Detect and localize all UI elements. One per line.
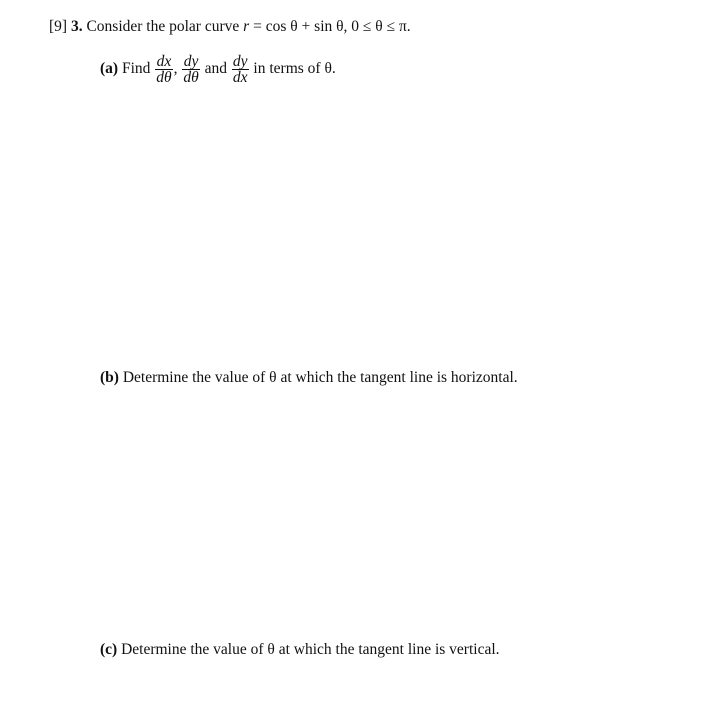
fraction-denominator: dθ bbox=[156, 68, 172, 86]
equation-term1: cos θ bbox=[265, 18, 298, 35]
part-c bbox=[100, 640, 500, 660]
fraction-dy-dx bbox=[232, 54, 249, 85]
part-b bbox=[100, 368, 518, 388]
equation-domain: 0 ≤ θ ≤ π. bbox=[351, 18, 411, 35]
part-b-label: (b) bbox=[100, 369, 119, 386]
question-intro: Consider the polar curve bbox=[86, 18, 240, 35]
part-a-tail: in terms of θ. bbox=[253, 60, 336, 77]
part-a bbox=[100, 52, 336, 86]
fraction-denominator: dx bbox=[232, 68, 248, 86]
part-b-text: Determine the value of θ at which the tangent line is horizontal. bbox=[122, 369, 518, 386]
fraction-numerator: dy bbox=[183, 52, 199, 70]
fraction-numerator: dy bbox=[232, 52, 248, 70]
fraction-dx-dtheta bbox=[155, 54, 172, 85]
points-label: [9] bbox=[49, 18, 68, 35]
fraction-denominator: dθ bbox=[183, 68, 199, 86]
part-a-and: and bbox=[204, 60, 228, 77]
equation-equals: = bbox=[253, 18, 262, 35]
fraction-separator: , bbox=[173, 60, 178, 77]
part-c-text: Determine the value of θ at which the tangent line is vertical. bbox=[121, 641, 500, 658]
part-c-label: (c) bbox=[100, 641, 118, 658]
question-number: 3. bbox=[70, 18, 83, 35]
equation-lhs: r bbox=[243, 18, 250, 35]
part-a-find: Find bbox=[121, 60, 151, 77]
part-a-label: (a) bbox=[100, 60, 119, 77]
fraction-numerator: dx bbox=[156, 52, 172, 70]
equation-term2: sin θ, bbox=[314, 18, 348, 35]
equation-plus: + bbox=[301, 18, 311, 35]
fraction-dy-dtheta bbox=[182, 54, 199, 85]
question-header bbox=[49, 17, 411, 37]
